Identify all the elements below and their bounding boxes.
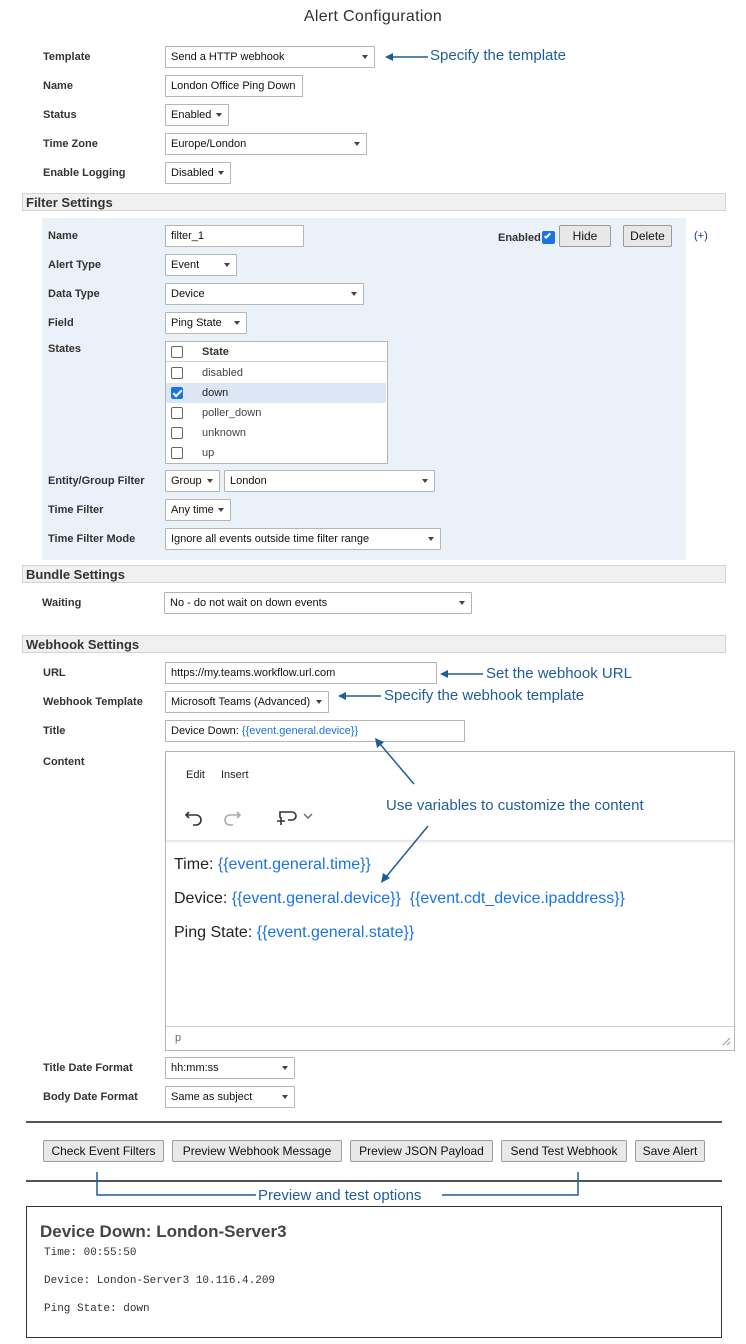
entity-group-value: London bbox=[230, 475, 267, 487]
entity-group-select[interactable] bbox=[224, 470, 435, 492]
waiting-label: Waiting bbox=[42, 597, 82, 609]
undo-icon[interactable] bbox=[184, 806, 206, 826]
filter-name-label: Name bbox=[48, 230, 78, 242]
content-editor[interactable] bbox=[165, 751, 735, 1051]
body-date-format-label: Body Date Format bbox=[43, 1091, 138, 1103]
webhook-template-value: Microsoft Teams (Advanced) bbox=[171, 696, 311, 708]
annotation-arrow-icon bbox=[383, 49, 429, 65]
save-alert-button[interactable]: Save Alert bbox=[635, 1140, 705, 1162]
chevron-down-icon bbox=[207, 479, 213, 483]
states-header: State bbox=[202, 345, 229, 358]
divider bbox=[26, 1121, 722, 1123]
name-label: Name bbox=[43, 80, 73, 92]
delete-button[interactable]: Delete bbox=[623, 225, 672, 247]
timezone-label: Time Zone bbox=[43, 138, 98, 150]
menu-insert[interactable]: Insert bbox=[221, 769, 249, 781]
chevron-down-icon bbox=[354, 142, 360, 146]
annotation-arrow-icon bbox=[370, 735, 440, 895]
preview-line-device: Device: London-Server3 10.116.4.209 bbox=[44, 1275, 276, 1287]
chevron-down-icon bbox=[459, 601, 465, 605]
template-value: Send a HTTP webhook bbox=[171, 51, 285, 63]
check-event-filters-button[interactable]: Check Event Filters bbox=[43, 1140, 164, 1162]
annotation-preview: Preview and test options bbox=[258, 1187, 422, 1204]
editor-toolbar bbox=[166, 752, 734, 840]
chevron-down-icon bbox=[282, 1095, 288, 1099]
body-date-format-select[interactable] bbox=[165, 1086, 295, 1108]
preview-panel bbox=[26, 1206, 722, 1338]
content-line-time bbox=[174, 856, 371, 874]
state-label: down bbox=[202, 387, 229, 399]
states-list bbox=[165, 341, 388, 464]
url-label: URL bbox=[43, 667, 66, 679]
insert-template-icon[interactable] bbox=[276, 806, 318, 826]
annotation-url: Set the webhook URL bbox=[486, 665, 632, 682]
logging-label: Enable Logging bbox=[43, 167, 126, 179]
state-row[interactable] bbox=[166, 423, 386, 443]
data-type-value: Device bbox=[171, 288, 205, 300]
url-input[interactable]: https://my.teams.workflow.url.com bbox=[165, 662, 437, 684]
entity-type-select[interactable] bbox=[165, 470, 220, 492]
status-value: Enabled bbox=[171, 109, 212, 121]
state-label: disabled bbox=[202, 367, 243, 379]
preview-title: Device Down: London-Server3 bbox=[40, 1222, 287, 1241]
line-text: Time: bbox=[174, 856, 218, 873]
content-line-state bbox=[174, 924, 414, 942]
webhook-settings-header: Webhook Settings bbox=[22, 635, 726, 653]
state-row[interactable] bbox=[166, 443, 386, 463]
chevron-down-icon bbox=[218, 171, 224, 175]
filter-settings-header: Filter Settings bbox=[22, 193, 726, 211]
status-label: Status bbox=[43, 109, 77, 121]
ip-variable: {{event.cdt_device.ipaddress}} bbox=[409, 890, 625, 907]
field-label: Field bbox=[48, 317, 74, 329]
content-label: Content bbox=[43, 756, 85, 768]
preview-webhook-message-button[interactable]: Preview Webhook Message bbox=[172, 1140, 342, 1162]
menu-edit[interactable]: Edit bbox=[186, 769, 205, 781]
add-filter-link[interactable]: (+) bbox=[694, 230, 708, 242]
title-date-format-value: hh:mm:ss bbox=[171, 1062, 219, 1074]
state-checkbox[interactable] bbox=[171, 427, 183, 439]
time-filter-select[interactable] bbox=[165, 499, 231, 521]
timezone-select[interactable] bbox=[165, 133, 367, 155]
line-text: Device: bbox=[174, 890, 232, 907]
chevron-down-icon bbox=[218, 508, 224, 512]
webhook-template-label: Webhook Template bbox=[43, 696, 143, 708]
annotation-template: Specify the template bbox=[430, 47, 566, 64]
resize-handle-icon[interactable] bbox=[722, 1037, 731, 1046]
filter-enabled-checkbox[interactable] bbox=[542, 231, 555, 244]
time-filter-label: Time Filter bbox=[48, 504, 104, 516]
states-label: States bbox=[48, 343, 82, 355]
chevron-down-icon bbox=[428, 537, 434, 541]
chevron-down-icon bbox=[282, 1066, 288, 1070]
redo-icon[interactable] bbox=[220, 806, 242, 826]
line-text: Ping State: bbox=[174, 924, 257, 941]
chevron-down-icon bbox=[362, 55, 368, 59]
send-test-webhook-button[interactable]: Send Test Webhook bbox=[501, 1140, 627, 1162]
annotation-webhook-template: Specify the webhook template bbox=[384, 687, 585, 704]
chevron-down-icon bbox=[234, 321, 240, 325]
title-variable: {{event.general.device}} bbox=[241, 725, 359, 737]
chevron-down-icon bbox=[216, 113, 222, 117]
page-title: Alert Configuration bbox=[303, 8, 443, 25]
time-filter-mode-label: Time Filter Mode bbox=[48, 533, 136, 545]
name-input[interactable]: London Office Ping Down bbox=[165, 75, 303, 97]
webhook-template-select[interactable] bbox=[165, 691, 329, 713]
alert-type-select[interactable] bbox=[165, 254, 237, 276]
state-checkbox[interactable] bbox=[171, 367, 183, 379]
alert-type-label: Alert Type bbox=[48, 259, 101, 271]
waiting-select[interactable] bbox=[164, 592, 472, 614]
preview-json-payload-button[interactable]: Preview JSON Payload bbox=[350, 1140, 493, 1162]
hide-button[interactable]: Hide bbox=[559, 225, 611, 247]
state-label: unknown bbox=[202, 427, 247, 439]
device-variable: {{event.general.device}} bbox=[231, 890, 401, 907]
states-header-row bbox=[166, 342, 386, 362]
time-filter-mode-select[interactable] bbox=[165, 528, 441, 550]
template-label: Template bbox=[43, 51, 91, 63]
title-date-format-label: Title Date Format bbox=[43, 1062, 133, 1074]
state-variable: {{event.general.state}} bbox=[256, 924, 415, 941]
body-date-format-value: Same as subject bbox=[171, 1091, 253, 1103]
check-icon bbox=[544, 232, 551, 239]
preview-line-state: Ping State: down bbox=[44, 1303, 150, 1315]
state-checkbox[interactable] bbox=[171, 407, 183, 419]
state-row[interactable] bbox=[166, 363, 386, 383]
timezone-value: Europe/London bbox=[171, 138, 247, 150]
element-path: p bbox=[175, 1032, 182, 1044]
filter-name-input[interactable]: filter_1 bbox=[165, 225, 304, 247]
logging-select[interactable] bbox=[165, 162, 231, 184]
annotation-arrow-icon bbox=[336, 688, 382, 704]
time-variable: {{event.general.time}} bbox=[217, 856, 371, 873]
title-date-format-select[interactable] bbox=[165, 1057, 295, 1079]
field-select[interactable] bbox=[165, 312, 247, 334]
logging-value: Disabled bbox=[171, 167, 214, 179]
filter-enabled-label: Enabled bbox=[498, 232, 541, 244]
field-value: Ping State bbox=[171, 317, 222, 329]
chevron-down-icon bbox=[316, 700, 322, 704]
state-row[interactable] bbox=[166, 383, 386, 403]
state-label: up bbox=[202, 447, 215, 459]
annotation-arrow-icon bbox=[438, 666, 484, 682]
time-filter-value: Any time bbox=[171, 504, 214, 516]
template-select[interactable] bbox=[165, 46, 375, 68]
state-label: poller_down bbox=[202, 407, 262, 419]
chevron-down-icon bbox=[422, 479, 428, 483]
annotation-variables: Use variables to customize the content bbox=[386, 797, 644, 814]
data-type-select[interactable] bbox=[165, 283, 364, 305]
time-filter-mode-value: Ignore all events outside time filter range bbox=[171, 533, 370, 545]
editor-statusbar bbox=[166, 1026, 734, 1050]
title-prefix: Device Down: bbox=[171, 725, 242, 737]
title-label: Title bbox=[43, 725, 66, 737]
waiting-value: No - do not wait on down events bbox=[170, 597, 328, 609]
chevron-down-icon bbox=[224, 263, 230, 267]
data-type-label: Data Type bbox=[48, 288, 100, 300]
status-select[interactable] bbox=[165, 104, 229, 126]
select-all-checkbox[interactable] bbox=[171, 346, 183, 358]
state-row[interactable] bbox=[166, 403, 386, 423]
preview-line-time: Time: 00:55:50 bbox=[44, 1247, 137, 1259]
chevron-down-icon bbox=[351, 292, 357, 296]
entity-type-value: Group bbox=[171, 475, 202, 487]
state-checkbox[interactable] bbox=[171, 447, 183, 459]
alert-type-value: Event bbox=[171, 259, 200, 271]
bundle-settings-header: Bundle Settings bbox=[22, 565, 726, 583]
entity-group-label: Entity/Group Filter bbox=[48, 475, 145, 487]
state-checkbox[interactable] bbox=[171, 387, 183, 399]
